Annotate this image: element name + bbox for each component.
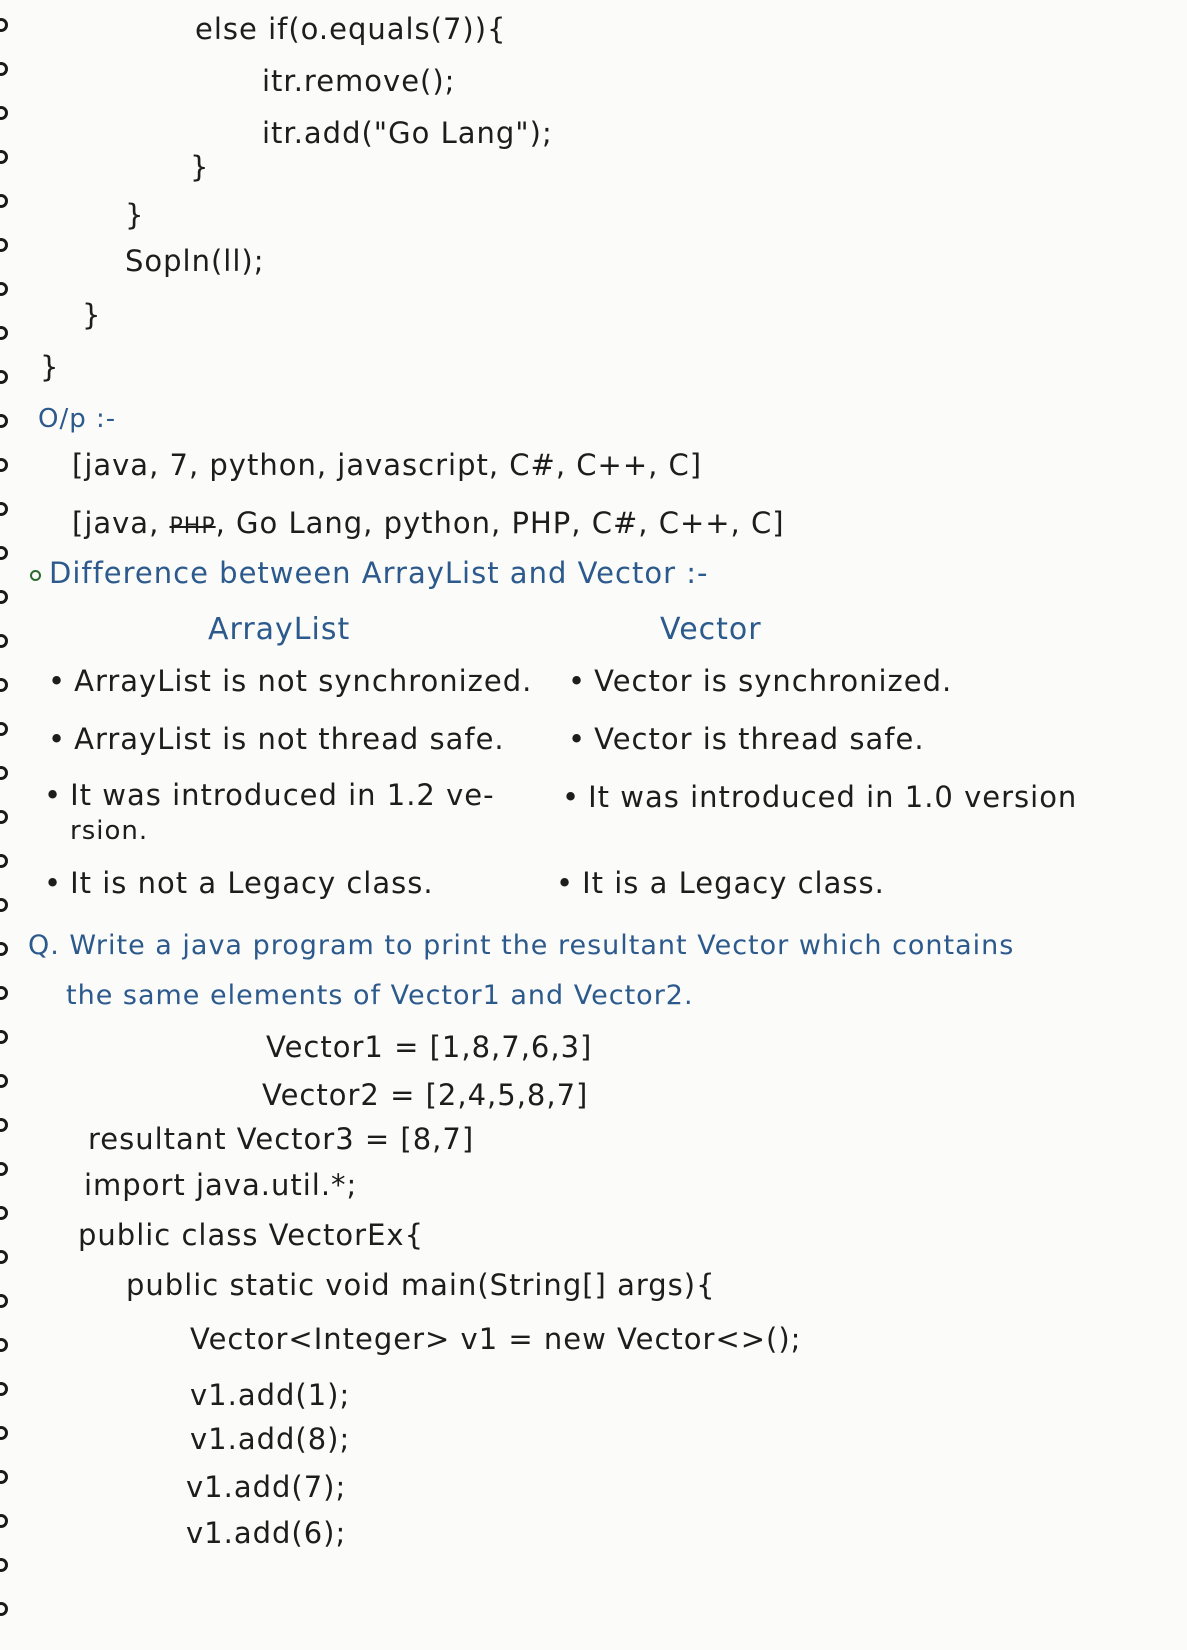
column-header: ArrayList: [208, 612, 351, 647]
ring-icon: [0, 722, 8, 736]
vector-point: • It was introduced in 1.0 version: [562, 780, 1077, 814]
ring-icon: [0, 1338, 8, 1352]
vector-point: • Vector is thread safe.: [568, 722, 925, 756]
code-line: }: [125, 198, 145, 232]
ring-icon: [0, 1602, 8, 1616]
ring-icon: [0, 1558, 8, 1572]
ring-icon: [0, 986, 8, 1000]
arraylist-point: • ArrayList is not thread safe.: [48, 722, 505, 756]
ring-icon: [0, 458, 8, 472]
output-line: [java, 7, python, javascript, C#, C++, C]: [72, 448, 703, 482]
code-line: itr.add("Go Lang");: [262, 116, 553, 150]
ring-icon: [0, 1118, 8, 1132]
question-text: the same elements of Vector1 and Vector2.: [66, 980, 694, 1011]
output-line: [java, PHP, Go Lang, python, PHP, C#, C++, C]: [72, 506, 785, 540]
ring-icon: [0, 370, 8, 384]
ring-icon: [0, 1074, 8, 1088]
vector-point: • It is a Legacy class.: [556, 866, 885, 900]
code-line: }: [40, 350, 60, 384]
ring-icon: [0, 502, 8, 516]
code-line: }: [190, 150, 210, 184]
ring-icon: [0, 1514, 8, 1528]
ring-icon: [0, 1426, 8, 1440]
ring-icon: [0, 634, 8, 648]
ring-icon: [0, 1206, 8, 1220]
ring-icon: [0, 590, 8, 604]
ring-icon: [0, 942, 8, 956]
ring-icon: [0, 1162, 8, 1176]
vector-point: • Vector is synchronized.: [568, 664, 952, 698]
code-line: public class VectorEx{: [78, 1218, 425, 1252]
output-label: O/p :-: [38, 404, 117, 434]
spiral-binding: [0, 0, 14, 1650]
arraylist-point-cont: rsion.: [70, 816, 149, 846]
vector-def: resultant Vector3 = [8,7]: [88, 1122, 475, 1156]
code-line: v1.add(6);: [186, 1516, 347, 1550]
vector-def: Vector1 = [1,8,7,6,3]: [266, 1030, 593, 1064]
ring-icon: [0, 1382, 8, 1396]
code-line: v1.add(7);: [186, 1470, 347, 1504]
bullet-icon: [30, 570, 41, 581]
code-line: itr.remove();: [262, 64, 456, 98]
code-line: import java.util.*;: [84, 1168, 358, 1202]
ring-icon: [0, 414, 8, 428]
question-text: Q. Write a java program to print the resultant Vector which contains: [28, 930, 1015, 961]
ring-icon: [0, 898, 8, 912]
ring-icon: [0, 678, 8, 692]
ring-icon: [0, 1470, 8, 1484]
code-line: else if(o.equals(7)){: [195, 12, 507, 46]
arraylist-point: • ArrayList is not synchronized.: [48, 664, 532, 698]
ring-icon: [0, 238, 8, 252]
ring-icon: [0, 62, 8, 76]
ring-icon: [0, 194, 8, 208]
ring-icon: [0, 1030, 8, 1044]
section-heading: Difference between ArrayList and Vector :-: [30, 556, 708, 590]
vector-def: Vector2 = [2,4,5,8,7]: [262, 1078, 589, 1112]
column-header: Vector: [660, 612, 762, 647]
code-line: Vector<Integer> v1 = new Vector<>();: [190, 1322, 802, 1356]
arraylist-point: • It was introduced in 1.2 ve-: [44, 778, 495, 812]
code-line: Sopln(ll);: [125, 244, 265, 278]
code-line: }: [82, 298, 102, 332]
ring-icon: [0, 1294, 8, 1308]
arraylist-point: • It is not a Legacy class.: [44, 866, 434, 900]
ring-icon: [0, 282, 8, 296]
code-line: v1.add(1);: [190, 1378, 351, 1412]
ring-icon: [0, 18, 8, 32]
ring-icon: [0, 766, 8, 780]
struck-text: PHP: [169, 514, 216, 539]
ring-icon: [0, 106, 8, 120]
ring-icon: [0, 546, 8, 560]
code-line: v1.add(8);: [190, 1422, 351, 1456]
ring-icon: [0, 854, 8, 868]
ring-icon: [0, 810, 8, 824]
code-line: public static void main(String[] args){: [126, 1268, 716, 1302]
ring-icon: [0, 326, 8, 340]
ring-icon: [0, 150, 8, 164]
ring-icon: [0, 1250, 8, 1264]
